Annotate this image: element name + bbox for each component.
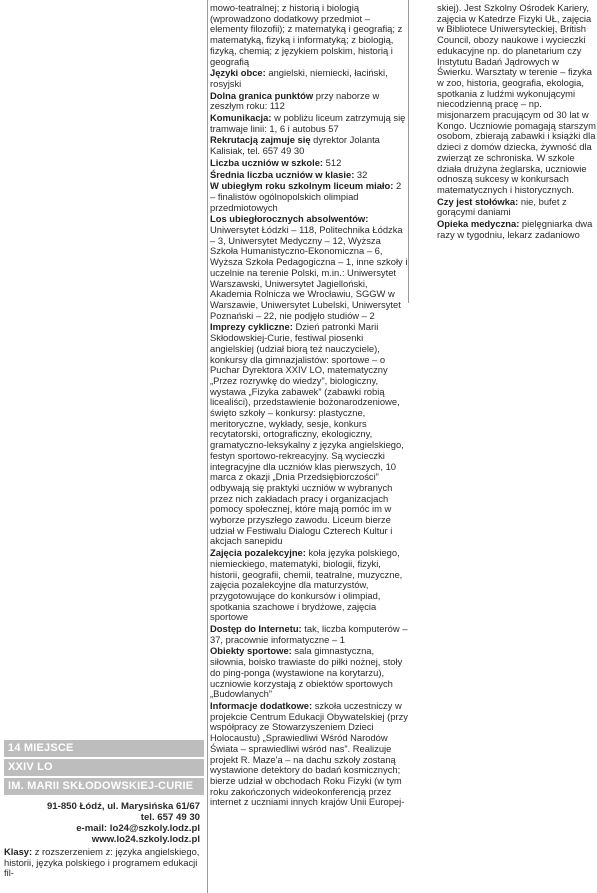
section-label: Komunikacja: — [210, 112, 272, 124]
phone: tel. 657 49 30 — [140, 812, 200, 823]
section-text: Dzień patronki Marii Skłodowskiej-Curie, festiwal piosenki angielskiej (udział biorą też nauczyciele), konkursy dla gimnazjalistów: sportowe – o Puchar Dyrektora XXIV LO, matematyczny „Przez rozrywkę do wiedzy”, biologiczny, wystawa „Fizyka zabawek” (zabawki robią licealiści), przedstawienie bożonarodzeniowe, święto szkoły – konkursy: plastyczne, meritoryczne, wykłady, sesje, konkurs recytatorski, ortograficzny, ekologiczny, gramatyczno-leksykalny z języka angielskiego, festyn sportowo-rekreacyjny. Są wycieczki integracyjne dla uczniów klas pierwszych, 10 marca z okazji „Dnia Przedsiębiorczości” odbywają się praktyki uczniów w wybranych przez nich zakładach pracy i organizacjach pomocy społecznej, które mają pomóc im w wyborze przyszłego zawodu. Liceum bierze udział w Festiwalu Dialogu Czterech Kultur i akcjach sanepidu — [210, 321, 404, 547]
section-text: Uniwersytet Łódzki – 118, Politechnika Łódzka – 3, Uniwersytet Medyczny – 12, Wyższa Szkoła Humanistyczno-Ekonomiczna – 6, Wyższa Szkoła Pedagogiczna – 1, inne szkoły i uczelnie na terenie Polski, m.in.: Uniwersytet Warszawski, Uniwersytet Jagielloński, Akademia Rolnicza we Wrocławiu, SGGW w Warszawie, Uniwersytet Lubelski, Uniwersytet Poznański – 22, nie podjęło studiów – 2 — [210, 224, 408, 321]
section-label: Zajęcia pozalekcyjne: — [210, 547, 306, 559]
section-text: przy naborze w zeszłym roku: 112 — [210, 89, 380, 112]
section-punkty — [210, 91, 408, 112]
column-divider — [408, 0, 409, 303]
section-text: dyrektor Jolanta Kalisiak, tel. 657 49 30 — [210, 134, 380, 157]
section-label: Los ubiegłorocznych absolwentów: — [210, 213, 369, 225]
section-label: W ubiegłym roku szkolnym liceum miało: — [210, 180, 394, 192]
section-text: 32 — [354, 168, 368, 180]
section-jezyki — [210, 68, 408, 89]
section-label: Klasy: — [4, 846, 33, 857]
section-komunikacja — [210, 113, 408, 134]
middle-column — [210, 3, 408, 809]
section-label: Informacje dodatkowe: — [210, 700, 313, 711]
section-text: z rozszerzeniem z: języka angielskiego, historii, języka polskiego i programem edukacji fil- — [4, 846, 200, 879]
section-informacje — [210, 701, 408, 808]
section-rekrutacja — [210, 135, 408, 156]
section-srednia — [210, 170, 408, 181]
patron-band: IM. MARII SKŁODOWSKIEJ-CURIE — [4, 778, 204, 795]
section-label: Obiekty sportowe: — [210, 645, 292, 657]
section-klasy — [4, 847, 204, 879]
section-label: Liczba uczniów w szkole: — [210, 156, 324, 168]
section-label: Dostęp do Internetu: — [210, 623, 302, 635]
school-name-band: XXIV LO — [4, 759, 204, 776]
section-opieka — [437, 219, 597, 240]
section-text: szkoła uczestniczy w projekcie Centrum Edukacji Obywatelskiej (przy współpracy ze Stowarzyszeniem Dzieci Holocaustu) „Sprawiedliwi Wśród Narodów Świata – sprawiedliwi wśród nas”. Realizuje projekt R. Maze'a – na dachu szkoły zostaną wystawione detektory do badań kosmicznych; bierze udział w obchodach Roku Fizyki (w tym roku zakończonych wideokonferencją przez internet z uczniami innych krajów Unii Europej- — [210, 700, 408, 808]
section-text: sala gimnastyczna, siłownia, boisko trawiaste do piłki nożnej, stoły do ping-ponga (wystawione na korytarzu), uczniowie korzystają z obiektów sportowych „Budowlanych” — [210, 645, 403, 700]
section-label: Imprezy cykliczne: — [210, 321, 293, 333]
section-text: 2 – finalistów ogólnopolskich olimpiad przedmiotowych — [210, 180, 402, 213]
section-label: Języki obce: — [210, 67, 266, 79]
section-klasy-cont — [210, 3, 408, 67]
section-informacje-cont — [437, 3, 597, 196]
section-label: Rekrutacją zajmuje się — [210, 134, 311, 146]
section-text: w pobliżu liceum zatrzymują się tramwaje linii: 1, 6 i autobus 57 — [210, 112, 406, 134]
section-label: Czy jest stołówka: — [437, 195, 519, 207]
school-header-column — [4, 740, 204, 880]
section-absolwenci — [210, 214, 408, 321]
section-text: pielęgniarka dwa razy w tygodniu, lekarz zadaniowo — [437, 218, 593, 240]
section-text: 512 — [323, 156, 342, 168]
section-obiekty — [210, 646, 408, 700]
section-text: mowo-teatralnej; z historią i biologią (wprowadzono dodatkowy przedmiot – elementy filozofii); z matematyką i geografią; z matematyką, fizyką i informatyką; z biologią, fizyką, chemią; z językiem polskim, historią i geografią — [210, 2, 403, 67]
column-divider — [207, 0, 208, 893]
section-imprezy — [210, 322, 408, 547]
section-liczba-uczniow — [210, 158, 408, 169]
website[interactable]: www.lo24.szkoly.lodz.pl — [91, 834, 200, 845]
section-label: Opieka medyczna: — [437, 218, 520, 230]
section-text: angielski, niemiecki, łaciński, rosyjski — [210, 67, 388, 89]
rank-band: 14 MIEJSCE — [4, 740, 204, 757]
section-text: koła języka polskiego, niemieckiego, matematyki, biologii, fizyki, historii, geografii, chemii, teatralne, muzyczne, zajęcia pozalekcyjne dla maturzystów, przygotowujące do konkursów i olimpiad, spotkania szachowe i brydżowe, zajęcia sportowe — [210, 547, 403, 623]
section-zajecia — [210, 548, 408, 623]
section-label: Średnia liczba uczniów w klasie: — [210, 168, 355, 180]
right-column — [437, 3, 597, 241]
section-text: skiej). Jest Szkolny Ośrodek Kariery, zajęcia w Katedrze Fizyki UŁ, zajęcia w Bibliotece Uniwersyteckiej, British Council, obozy naukowe i wycieczki edukacyjne np. do planetarium czy Instytutu Badań Jądrowych w Świerku. Warsztaty w terenie – fizyka w zoo, historia, geografia, ekologia, spotkania z ludźmi wykonującymi niecodzienną pracę – np. misjonarzem pracującym od 30 lat w Kongo. Uczniowie pomagają starszym osobom, zbierają zabawki i książki dla dzieci z domów dziecka, żywność dla zwierząt ze schroniska. W szkole działa drużyna żeglarska, uczniowie odnoszą sukcesy w konkursach matematycznych i historycznych. — [437, 2, 596, 195]
address: 91-850 Łódź, ul. Marysińska 61/67 — [46, 801, 200, 812]
section-text: nie, bufet z gorącymi daniami — [437, 195, 567, 218]
section-text: tak, liczba komputerów – 37, pracownie informatyczne – 1 — [210, 623, 408, 645]
contact-block — [4, 801, 200, 845]
section-stolowka — [437, 197, 597, 218]
section-label: Dolna granica punktów — [210, 89, 314, 101]
section-osiagniecia — [210, 181, 408, 213]
section-internet — [210, 624, 408, 645]
email[interactable]: e-mail: lo24@szkoly.lodz.pl — [76, 823, 200, 834]
